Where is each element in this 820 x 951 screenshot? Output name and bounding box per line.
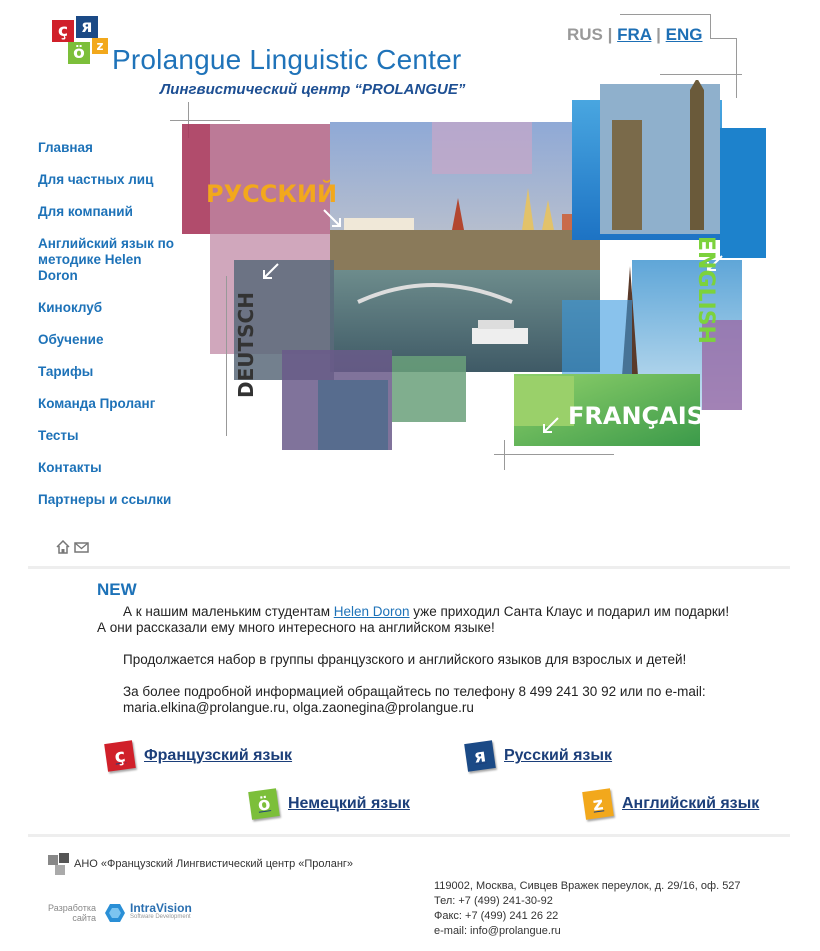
hero-collage [182, 80, 772, 470]
fax: Факс: +7 (499) 241 26 22 [434, 910, 559, 922]
collage-word-english: ENGLISH [693, 236, 718, 344]
language-link-french[interactable] [106, 742, 292, 770]
nav-contacts[interactable]: Контакты [38, 460, 102, 475]
footer-logo-icon [48, 853, 72, 879]
email: e-mail: info@prolangue.ru [434, 925, 561, 937]
deco-line [710, 14, 711, 38]
collage-word-francais: FRANÇAIS [568, 402, 704, 430]
logo-block-z: z [92, 38, 108, 54]
main-nav [38, 140, 178, 524]
news-body [97, 604, 737, 716]
intravision-logo-icon [104, 903, 126, 923]
language-link-label: Немецкий язык [288, 795, 410, 812]
brand-title-ru: Лингвистический центр “PROLANGUE” [160, 81, 466, 98]
logo-block-c: ç [52, 20, 74, 42]
logo-block-ya: я [76, 16, 98, 38]
nav-companies[interactable]: Для компаний [38, 204, 133, 219]
language-link-label: Французский язык [144, 747, 293, 764]
nav-tests[interactable]: Тесты [38, 428, 79, 443]
news-text: уже приходил Санта Клаус и подарил им подарки! [409, 604, 730, 619]
home-mail-icons [56, 540, 90, 554]
news-text: За более подробной информацией обращайтесь по телефону 8 499 241 30 92 или по e-mail: [123, 684, 706, 699]
nav-team[interactable]: Команда Проланг [38, 396, 156, 411]
news-text: А к нашим маленьким студентам [123, 604, 334, 619]
nav-home[interactable]: Главная [38, 140, 93, 155]
organization-name: АНО «Французский Лингвистический центр «Проланг» [74, 858, 354, 870]
developer-label: Разработка сайта [48, 903, 96, 923]
nav-private[interactable]: Для частных лиц [38, 172, 154, 187]
separator [28, 834, 790, 837]
deco-line [660, 74, 742, 75]
news-text: Продолжается набор в группы французского и английского языков для взрослых и детей! [123, 652, 687, 667]
language-switcher: RUS | FRA | ENG [567, 25, 703, 44]
collage-word-russian: РУССКИЙ [206, 180, 338, 208]
phone: Тел: +7 (499) 241-30-92 [434, 895, 553, 907]
mail-icon[interactable] [75, 543, 88, 552]
language-link-russian[interactable] [466, 742, 612, 770]
contact-block [434, 879, 741, 939]
news-emails: maria.elkina@prolangue.ru, olga.zaonegina@prolangue.ru [123, 700, 474, 715]
french-badge-icon: ç [104, 740, 136, 772]
nav-prices[interactable]: Тарифы [38, 364, 94, 379]
lang-fra[interactable]: FRA [617, 25, 652, 44]
language-link-german[interactable] [250, 790, 410, 818]
nav-education[interactable]: Обучение [38, 332, 104, 347]
logo-block-o: ö [68, 42, 90, 64]
english-badge-icon: z [582, 788, 614, 820]
collage-word-deutsch: DEUTSCH [234, 292, 258, 398]
news-heading: NEW [97, 580, 137, 599]
separator [28, 566, 790, 569]
language-link-label: Русский язык [504, 747, 613, 764]
developer-link[interactable]: IntraVision Software Development [104, 903, 192, 923]
lang-eng[interactable]: ENG [665, 25, 703, 44]
nav-partners[interactable]: Партнеры и ссылки [38, 492, 172, 507]
deco-line [710, 38, 736, 39]
russian-badge-icon: я [464, 740, 496, 772]
language-link-english[interactable] [584, 790, 759, 818]
german-badge-icon: ö [248, 788, 280, 820]
helen-doron-link[interactable]: Helen Doron [333, 604, 410, 619]
nav-icons [56, 540, 90, 559]
news-text: А они рассказали ему много интересного на английском языке! [97, 620, 495, 635]
deco-line [620, 14, 710, 15]
address: 119002, Москва, Сивцев Вражек переулок, д. 29/16, оф. 527 [434, 880, 741, 892]
nav-cinema-club[interactable]: Киноклуб [38, 300, 103, 315]
language-link-label: Английский язык [622, 795, 760, 812]
home-icon[interactable] [57, 541, 69, 553]
nav-helen-doron[interactable]: Английский язык по методике Helen Doron [38, 236, 175, 283]
brand-title-en[interactable]: Prolangue Linguistic Center [112, 44, 462, 75]
lang-rus: RUS [567, 25, 603, 44]
